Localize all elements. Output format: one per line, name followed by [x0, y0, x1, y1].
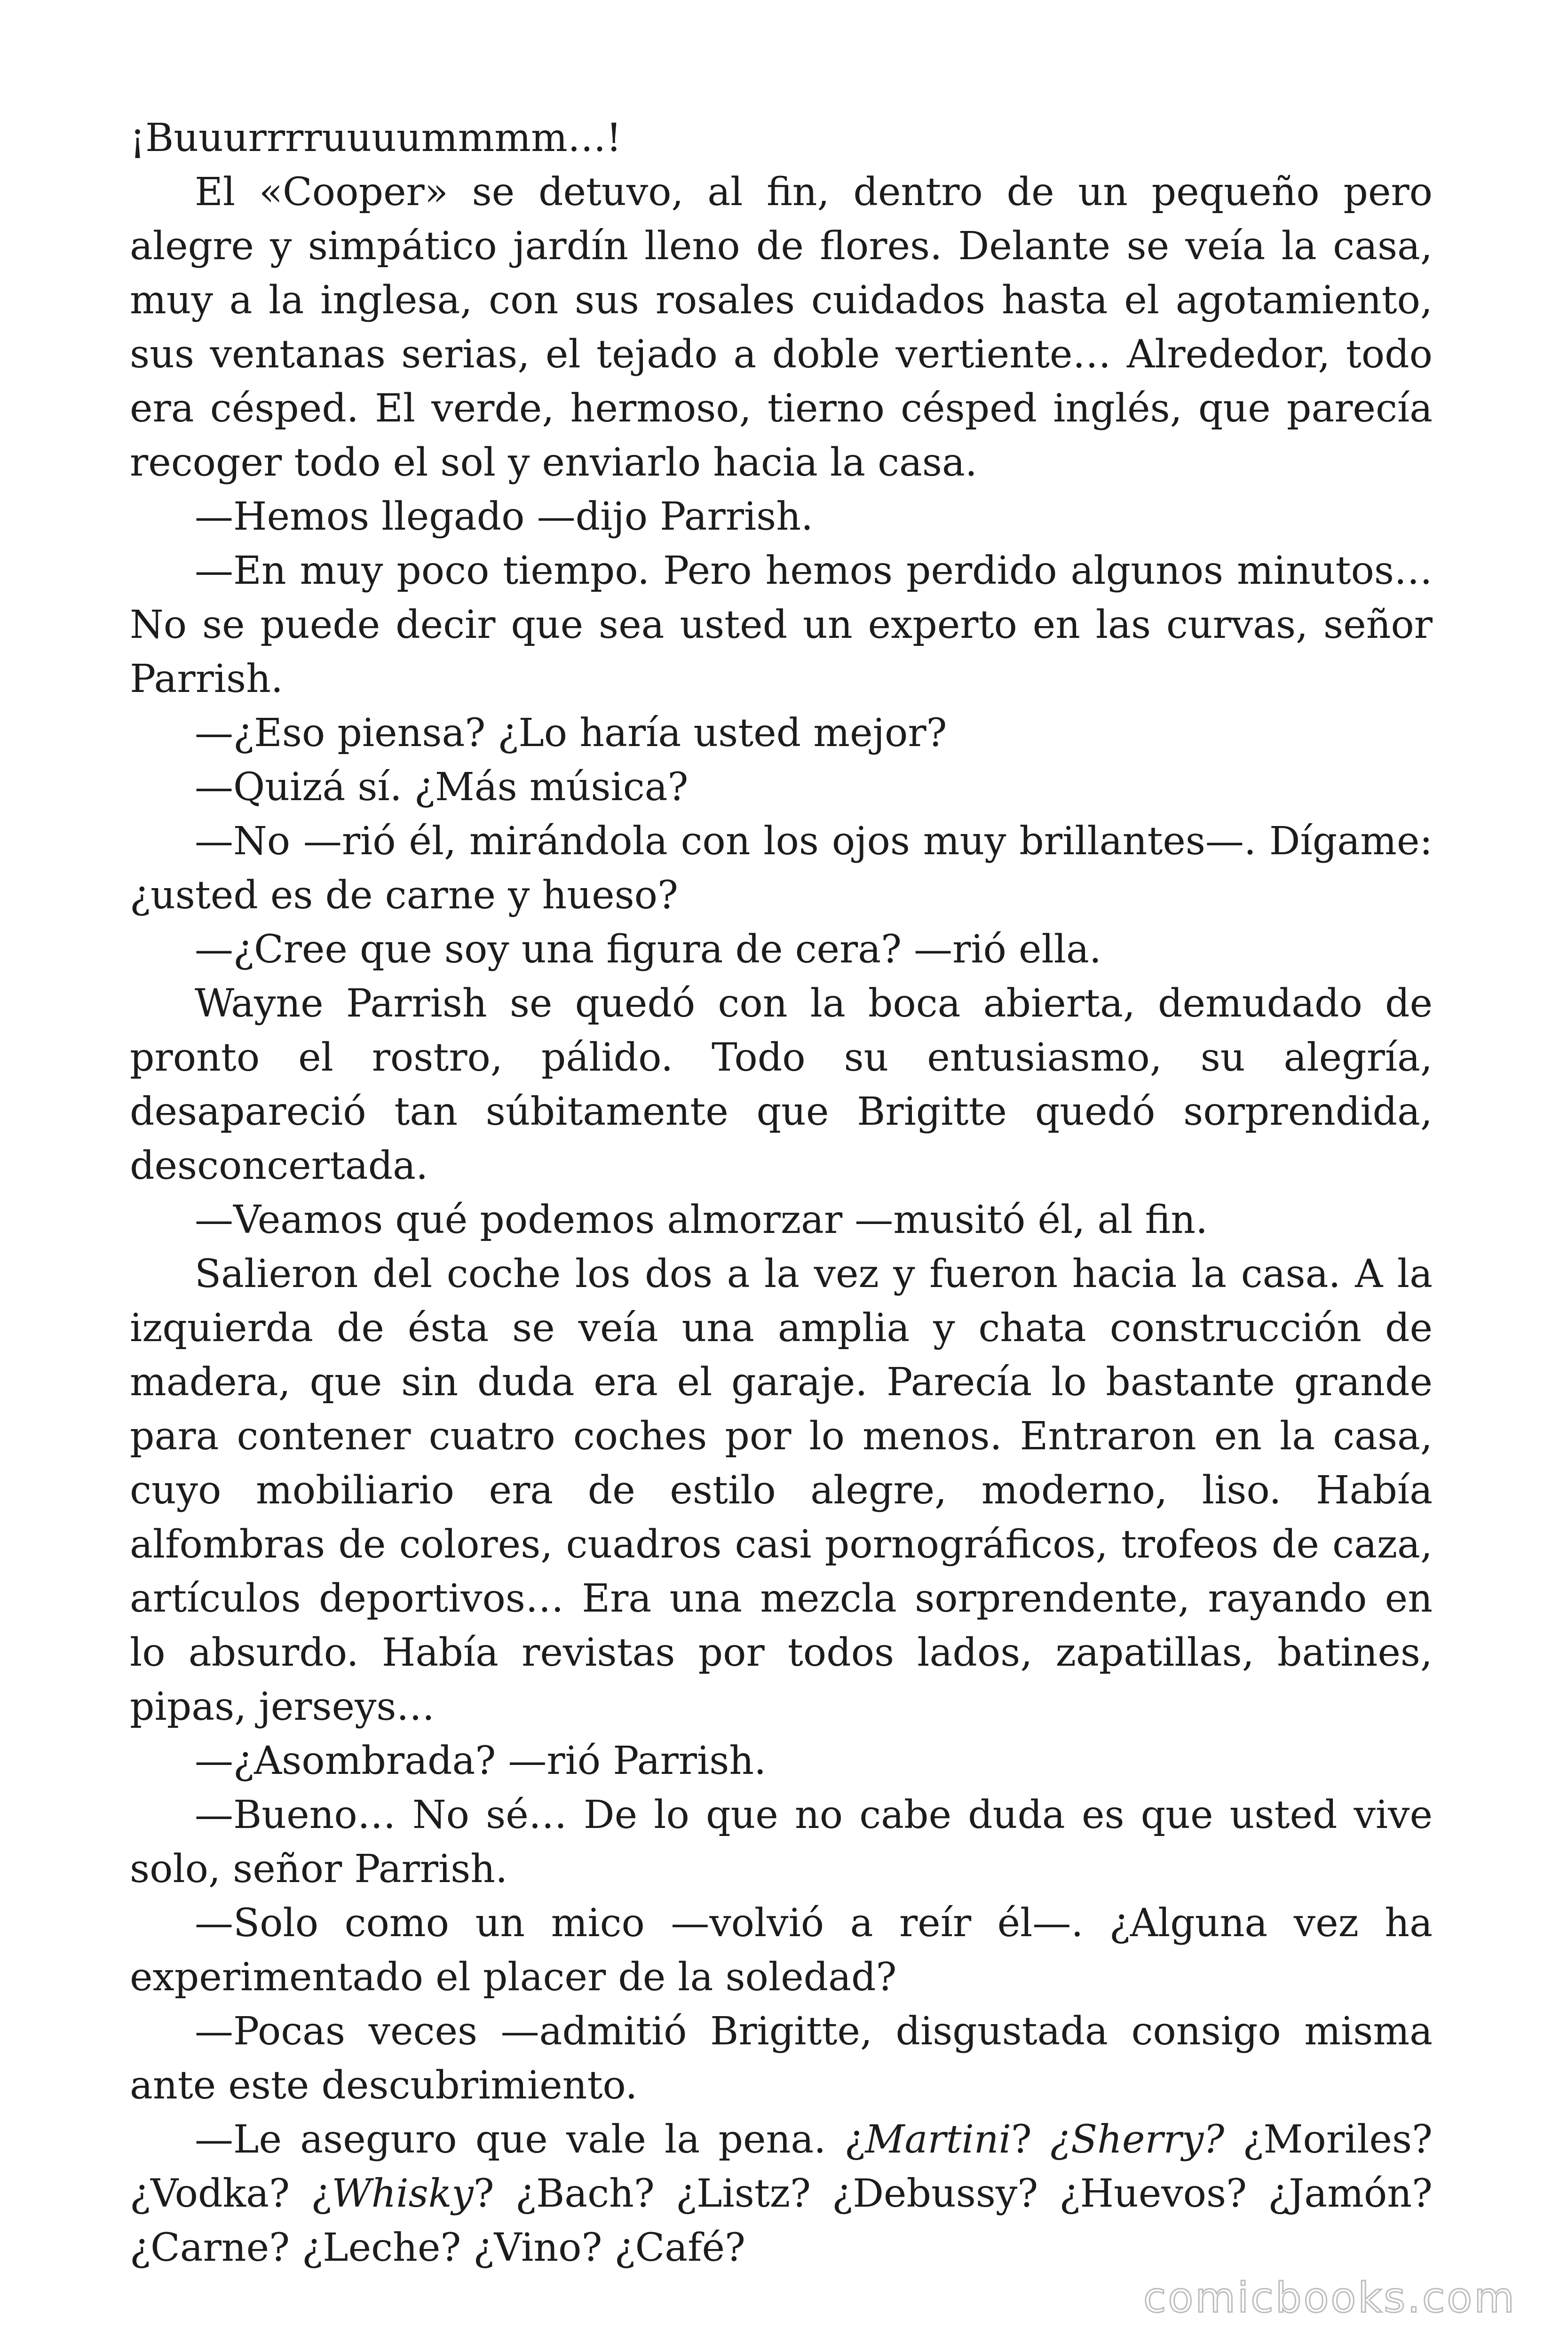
- dialogue-line: —En muy poco tiempo. Pero hemos perdido algunos minutos… No se puede decir que sea usted un experto en las curvas, señor Parrish.: [130, 548, 1433, 701]
- dialogue-line: —Veamos qué podemos almorzar —musitó él, al fin.: [195, 1198, 1208, 1242]
- text-segment: ¿Moriles? ¿Vodka? ¿: [130, 2117, 1433, 2216]
- dialogue-line: —Pocas veces —admitió Brigitte, disgustada consigo misma ante este descubrimiento.: [130, 2009, 1433, 2108]
- book-page-text: [130, 111, 1433, 2275]
- italic-drink-name: Whisky: [332, 2171, 474, 2216]
- dialogue-line: —¿Eso piensa? ¿Lo haría usted mejor?: [195, 711, 947, 755]
- text-segment: ? ¿Bach? ¿Listz? ¿Debussy? ¿Huevos? ¿Jamón? ¿Carne? ¿Leche? ¿Vino? ¿Café?: [130, 2171, 1433, 2270]
- dialogue-line-with-italics: [130, 2113, 1433, 2275]
- italic-drink-name: Martini: [865, 2117, 1011, 2162]
- watermark-logo: comicbooks.com: [1143, 2273, 1516, 2322]
- dialogue-line: —¿Asombrada? —rió Parrish.: [195, 1739, 767, 1783]
- text-segment: ?: [1011, 2117, 1051, 2162]
- dialogue-line: —Quizá sí. ¿Más música?: [195, 765, 689, 810]
- dialogue-line: —Solo como un mico —volvió a reír él—. ¿Alguna vez ha experimentado el placer de la soledad?: [130, 1901, 1433, 2000]
- dialogue-line: —No —rió él, mirándola con los ojos muy brillantes—. Dígame: ¿usted es de carne y hueso?: [130, 819, 1433, 918]
- paragraph: ¡Buuurrrruuuummmm…!: [130, 116, 622, 160]
- paragraph: Wayne Parrish se quedó con la boca abierta, demudado de pronto el rostro, pálido. Todo su entusiasmo, su alegría, desapareció tan súbitamente que Brigitte quedó sorprendida, desconcertada.: [130, 981, 1433, 1188]
- dialogue-line: —Hemos llegado —dijo Parrish.: [195, 494, 814, 539]
- dialogue-line: —¿Cree que soy una figura de cera? —rió ella.: [195, 927, 1101, 972]
- paragraph: Salieron del coche los dos a la vez y fueron hacia la casa. A la izquierda de ésta se veía una amplia y chata construcción de madera, que sin duda era el garaje. Parecía lo bastante grande para contener cuatro coches por lo menos. Entraron en la casa, cuyo mobiliario era de estilo alegre, moderno, liso. Había alfombras de colores, cuadros casi pornográficos, trofeos de caza, artículos deportivos… Era una mezcla sorprendente, rayando en lo absurdo. Había revistas por todos lados, zapatillas, batines, pipas, jerseys…: [130, 1252, 1433, 1729]
- dialogue-line: —Bueno… No sé… De lo que no cabe duda es que usted vive solo, señor Parrish.: [130, 1793, 1433, 1891]
- italic-drink-name: ¿Sherry?: [1050, 2117, 1225, 2162]
- paragraph: El «Cooper» se detuvo, al fin, dentro de un pequeño pero alegre y simpático jardín lleno de flores. Delante se veía la casa, muy a la inglesa, con sus rosales cuidados hasta el agotamiento, sus ventanas serias, el tejado a doble vertiente… Alrededor, todo era césped. El verde, hermoso, tierno césped inglés, que parecía recoger todo el sol y enviarlo hacia la casa.: [130, 170, 1433, 485]
- text-segment: —Le aseguro que vale la pena. ¿: [195, 2117, 865, 2162]
